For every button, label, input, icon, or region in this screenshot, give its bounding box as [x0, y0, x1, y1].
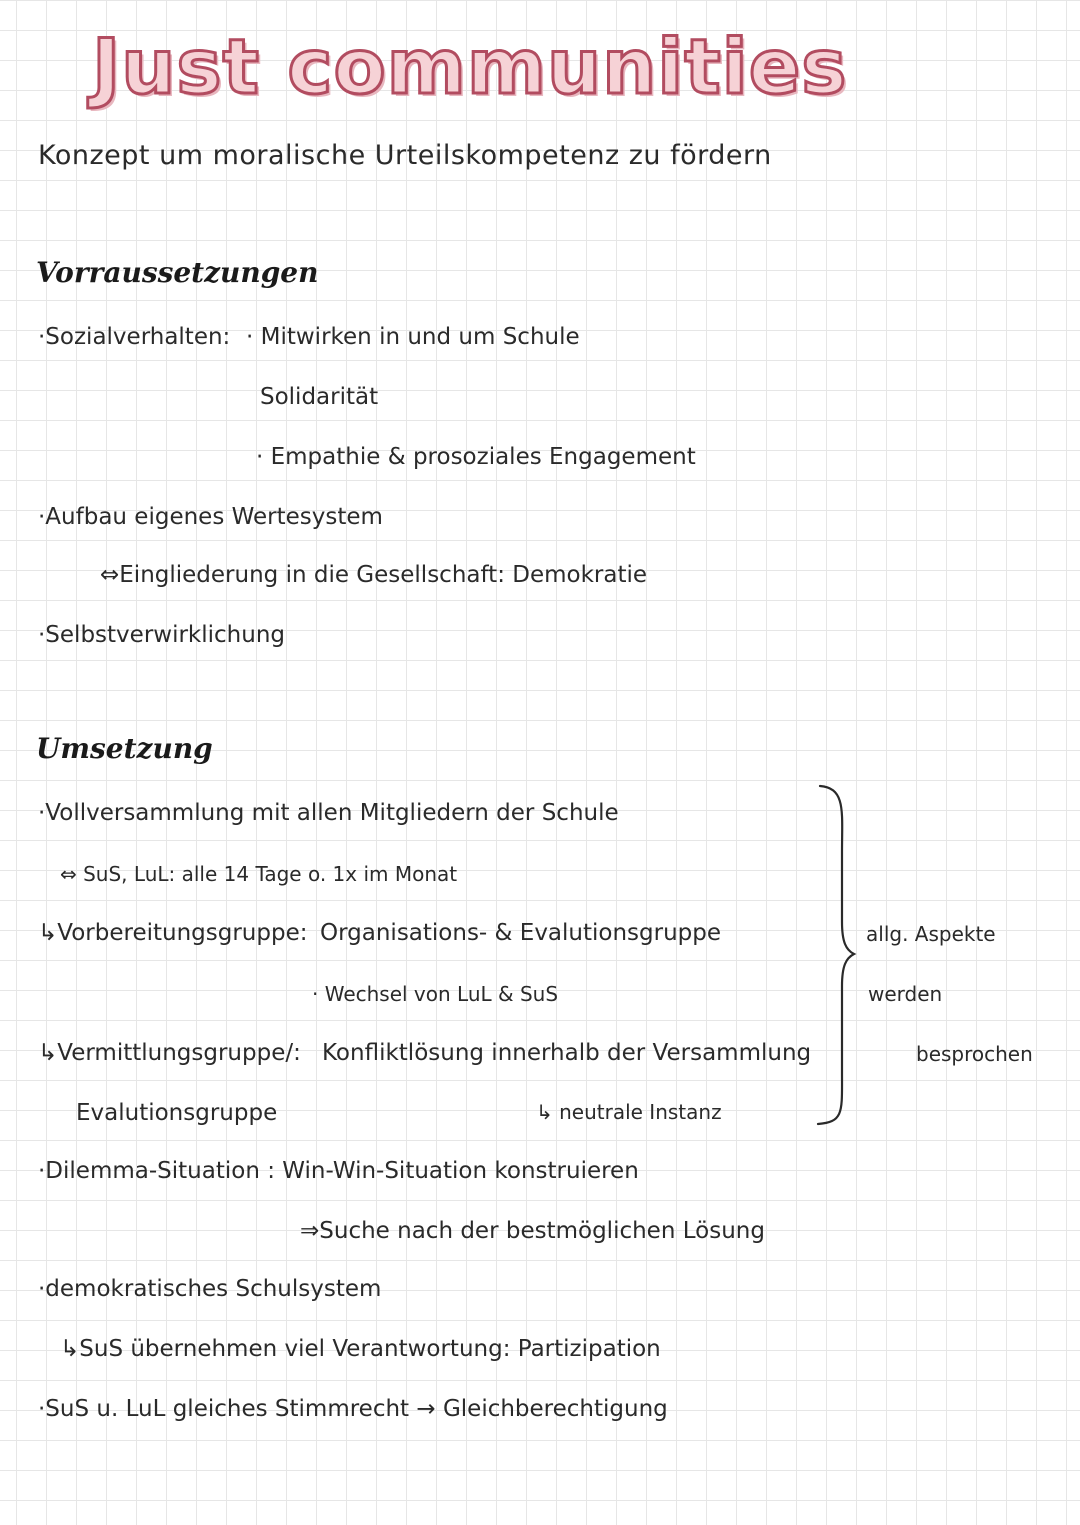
- note-partizipation: ↳SuS übernehmen viel Verantwortung: Partizipation: [60, 1336, 661, 1362]
- note-organisationsgruppe: Organisations- & Evalutionsgruppe: [320, 920, 722, 946]
- curly-brace-icon: [810, 782, 860, 1128]
- side-note-line2: werden: [868, 982, 943, 1006]
- note-sozialverhalten-label: ·Sozialverhalten:: [38, 324, 231, 350]
- note-aufbau-wertesystem: ·Aufbau eigenes Wertesystem: [38, 504, 383, 530]
- note-turnus: ⇔ SuS, LuL: alle 14 Tage o. 1x im Monat: [60, 862, 458, 886]
- note-solidaritaet: Solidarität: [260, 384, 379, 410]
- note-konfliktloesung: Konfliktlösung innerhalb der Versammlung: [322, 1040, 812, 1066]
- heading-umsetzung: Umsetzung: [36, 732, 213, 765]
- note-suche-loesung: ⇒Suche nach der bestmöglichen Lösung: [300, 1218, 765, 1244]
- note-demokratisches-schulsystem: ·demokratisches Schulsystem: [38, 1276, 382, 1302]
- note-eingliederung: ⇔Eingliederung in die Gesellschaft: Demokratie: [100, 562, 648, 588]
- note-wechsel: · Wechsel von LuL & SuS: [312, 982, 559, 1006]
- heading-vorraussetzungen: Vorraussetzungen: [36, 256, 319, 289]
- note-selbstverwirklichung: ·Selbstverwirklichung: [38, 622, 286, 648]
- note-vermittlungsgruppe-label: ↳Vermittlungsgruppe/:: [38, 1040, 301, 1066]
- note-empathie: · Empathie & prosoziales Engagement: [256, 444, 696, 470]
- note-gleichberechtigung: ·SuS u. LuL gleiches Stimmrecht → Gleichberechtigung: [38, 1396, 668, 1422]
- note-neutrale-instanz: ↳ neutrale Instanz: [536, 1100, 722, 1124]
- note-vollversammlung: ·Vollversammlung mit allen Mitgliedern der Schule: [38, 800, 619, 826]
- subtitle: Konzept um moralische Urteilskompetenz zu fördern: [38, 140, 772, 171]
- side-note-line1: allg. Aspekte: [866, 922, 996, 946]
- note-dilemma-situation: ·Dilemma-Situation : Win-Win-Situation konstruieren: [38, 1158, 639, 1184]
- note-mitwirken: · Mitwirken in und um Schule: [246, 324, 580, 350]
- side-note-line3: besprochen: [916, 1042, 1033, 1066]
- note-evalutionsgruppe: Evalutionsgruppe: [76, 1100, 278, 1126]
- note-vorbereitungsgruppe-label: ↳Vorbereitungsgruppe:: [38, 920, 308, 946]
- page-title: Just communities: [92, 22, 848, 111]
